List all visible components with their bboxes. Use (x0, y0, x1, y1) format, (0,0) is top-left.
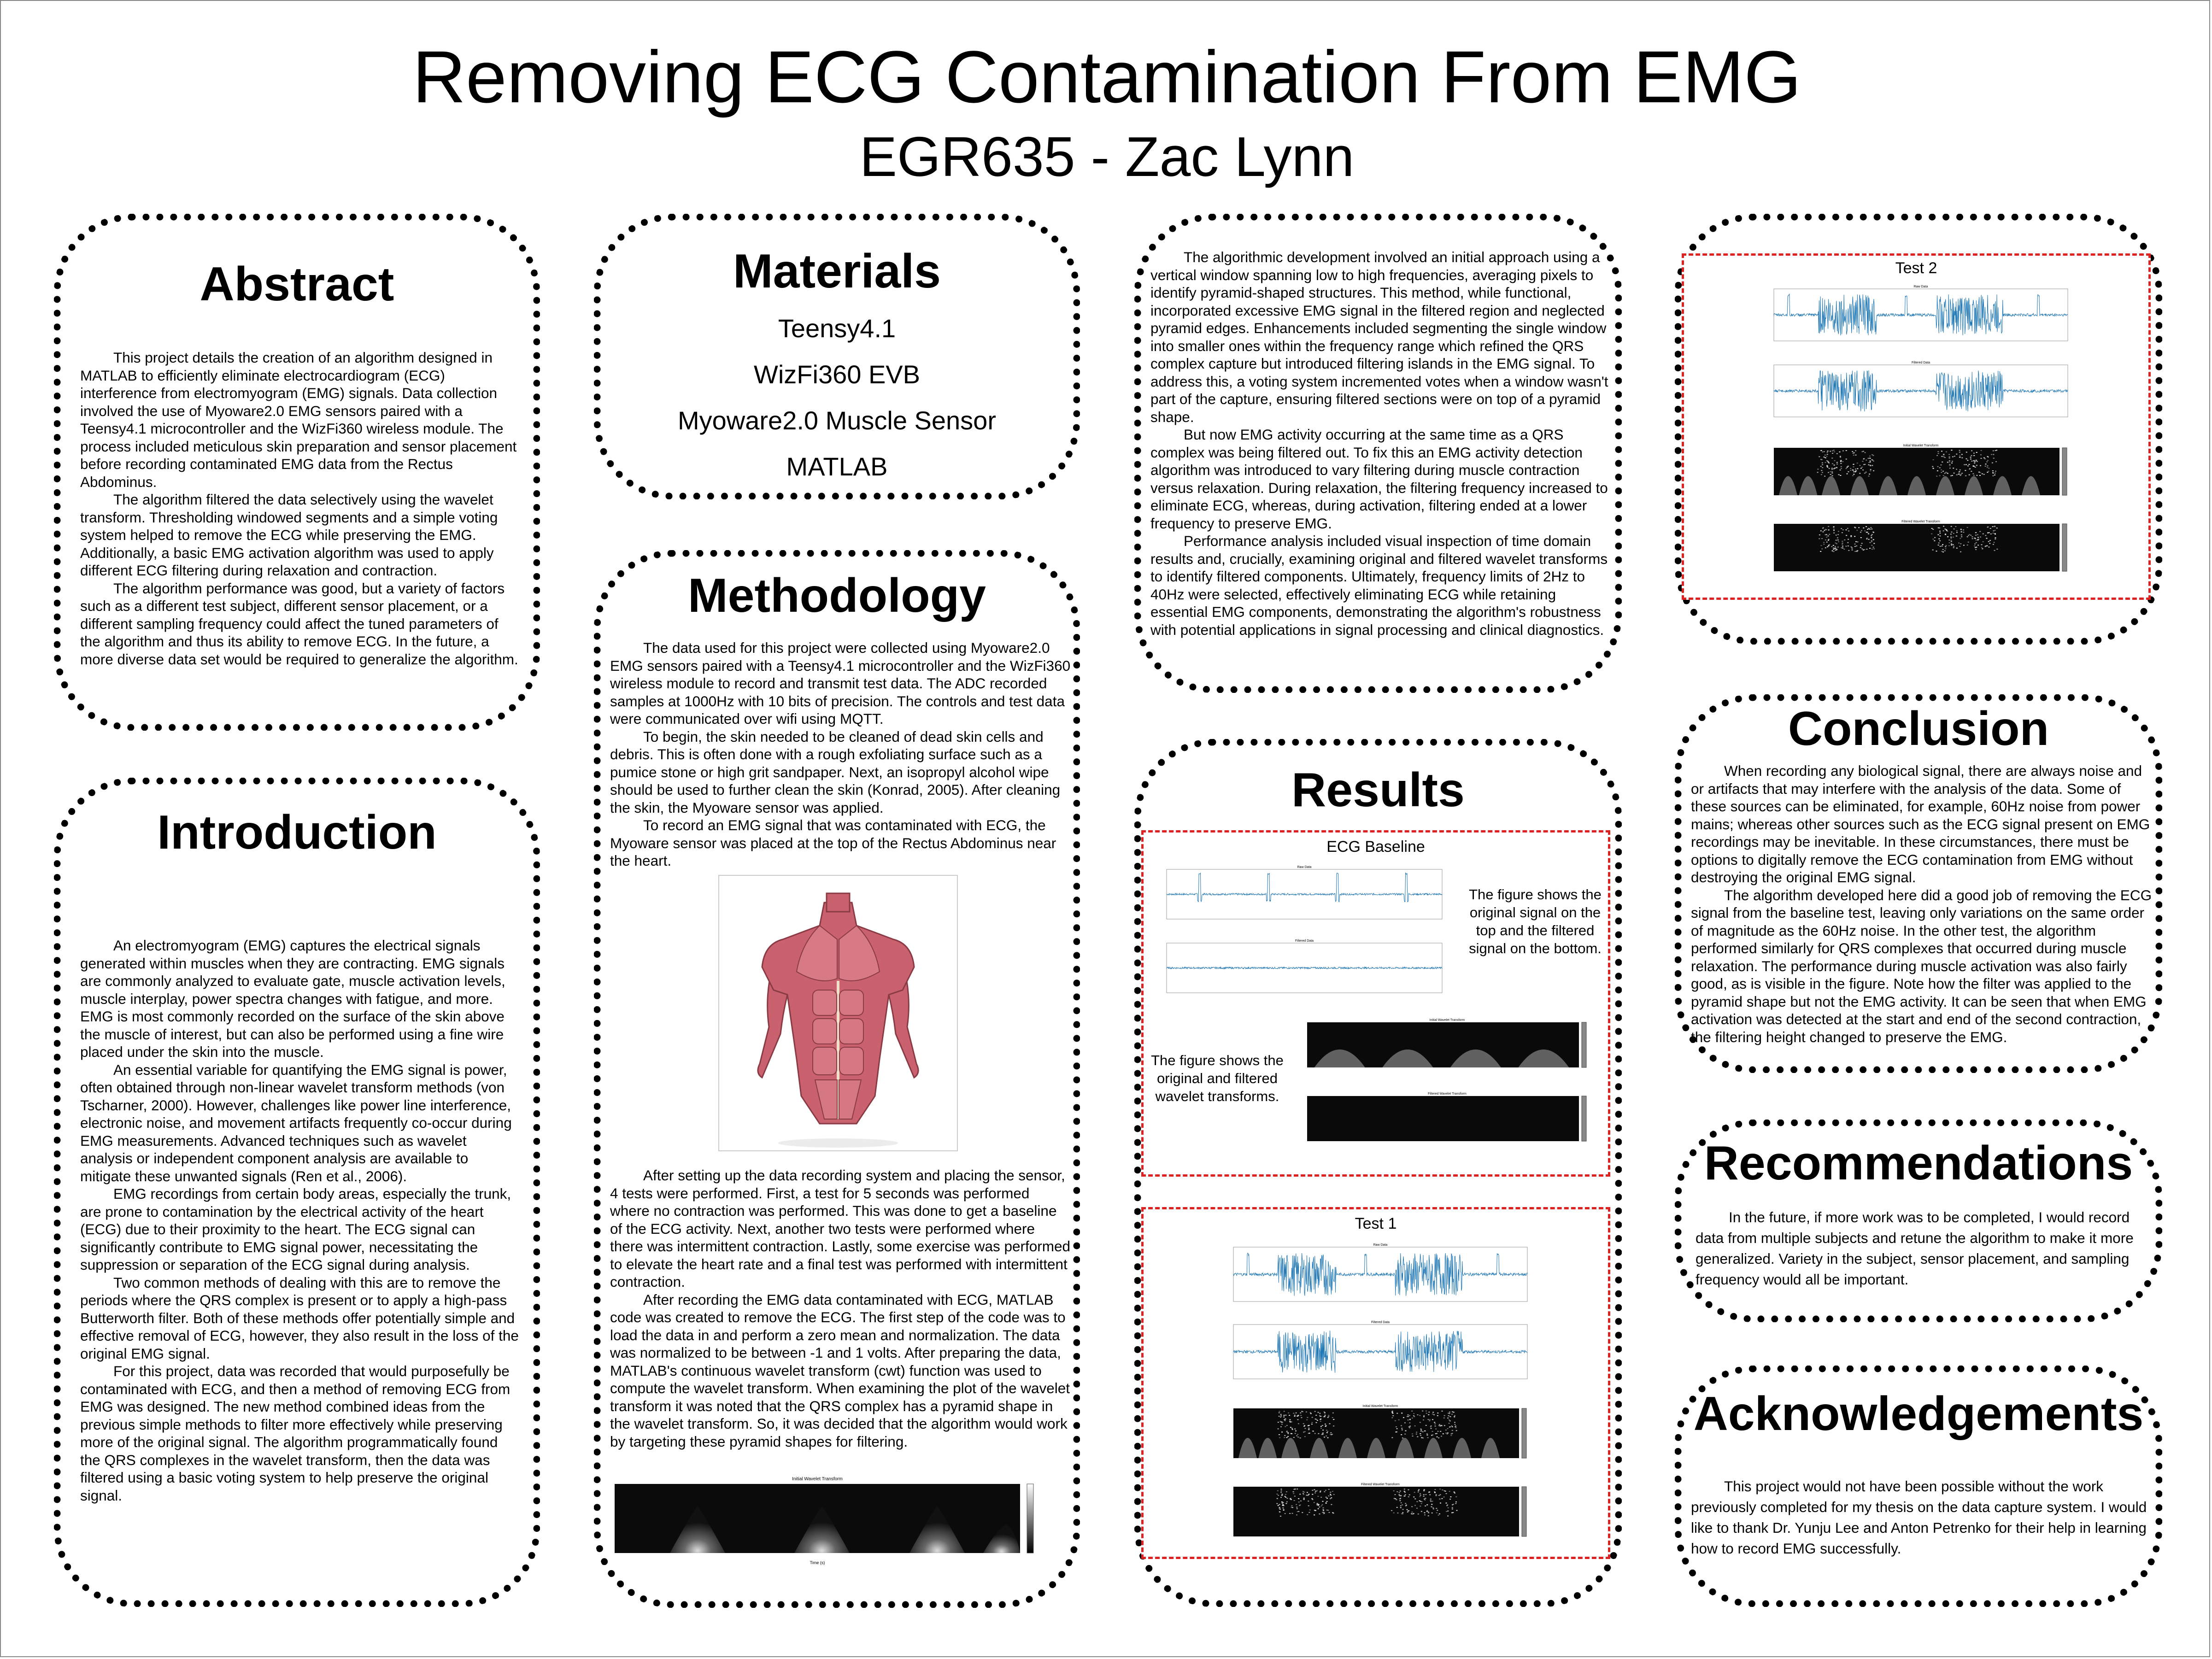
materials-heading: Materials (733, 245, 941, 298)
acknowledgements-panel (1675, 1366, 2162, 1607)
methodology-panel (594, 550, 1080, 1608)
introduction-heading: Introduction (157, 806, 437, 859)
methodology-wavelet-figure (615, 1474, 1066, 1566)
materials-list (601, 314, 1073, 481)
development-panel (1134, 214, 1622, 693)
development-paragraph: Performance analysis included visual inspection of time domain results and, crucially, examining original and filtered wavelet transforms to identify filtered components. Ultimately, frequency limits of 2Hz to 40Hz were selected, effectively eliminating ECG while retaining essential EMG components, demonstrating the algorithm's robustness with potential applications in signal processing and clinical diagnostics. (1150, 533, 1608, 638)
acknowledgements-text (1691, 1476, 2156, 1559)
introduction-text (80, 937, 520, 1504)
test1-initial-wavelet (1220, 1403, 1533, 1467)
materials-item: MATLAB (786, 452, 888, 481)
test2-title: Test 2 (1895, 259, 1937, 277)
acknowledgements-paragraph: This project would not have been possible without the work previously completed for my thesis on the data capture system. I would like to thank Dr. Yunju Lee and Anton Petrenko for their help in learning how to record EMG successfully. (1691, 1478, 2147, 1557)
poster-title: Removing ECG Contamination From EMG (412, 35, 1801, 118)
abstract-paragraph: The algorithm performance was good, but a variety of factors such as a different test subject, different sensor placement, or a different sampling frequency could affect the tuned parameters of the algorithm and thus its ability to remove ECG. In the future, a more diverse data set would be required to generalize the algorithm. (80, 580, 518, 668)
introduction-panel (54, 778, 540, 1607)
conclusion-heading: Conclusion (1788, 702, 2049, 756)
svg-text:Filtered Data: Filtered Data (1295, 939, 1314, 943)
development-paragraph: The algorithmic development involved an initial approach using a vertical window spanning low to high frequencies, averaging pixels to identify pyramid-shaped structures. This method, while functional, incorporated excessive EMG signal in the filtered region and neglected pyramid edges. Enhancements included segmenting the single window into smaller ones within the frequency range which refined the QRS complex capture but introduced filtering islands in the EMG signal. To address this, a voting system incremented votes when a window wasn't part of the capture, ensuring filtered sections were on top of a pyramid shape. (1150, 249, 1608, 425)
muscle-anatomy-image (718, 875, 958, 1151)
methodology-paragraph: After recording the EMG data contaminated with ECG, MATLAB code was created to remove the ECG. The first step of the code was to load the data in and perform a zero mean and normalization. The data was normalized to be between -1 and 1 volts. After preparing the data, MATLAB's continuous wavelet transform (cwt) function was used to compute the wavelet transform. When examining the plot of the wavelet transform it was noted that the QRS complex has a pyramid shape in the wavelet transform. So, it was decided that the algorithm would work by targeting these pyramid shapes for filtering. (610, 1291, 1070, 1450)
recommendations-panel (1675, 1120, 2162, 1322)
methodology-text-top (610, 639, 1071, 870)
baseline-raw-plot (1153, 864, 1448, 928)
ecg-baseline-title: ECG Baseline (1326, 838, 1425, 856)
test1-figure (1141, 1207, 1610, 1559)
test2-figure (1682, 253, 2151, 600)
abstract-paragraph: This project details the creation of an algorithm designed in MATLAB to efficiently eliminate electrocardiogram (ECG) interference from electromyogram (EMG) signals. Data collection involved the use of Myoware2.0 EMG sensors paired with a Teensy4.1 microcontroller and the WizFi360 wireless module. The process included meticulous skin preparation and sensor placement before recording contaminated EMG data from the Rectus Abdominus. (80, 349, 517, 490)
introduction-paragraph: An electromyogram (EMG) captures the electrical signals generated within muscles when they are contracting. EMG signals are commonly analyzed to evaluate gate, muscle activation levels, muscle interplay, power spectra changes with fatigue, and more. EMG is most commonly recorded on the surface of the skin above the muscle of interest, but can also be performed using a fine wire placed under the skin into the muscle. (80, 937, 505, 1060)
methodology-paragraph: To record an EMG signal that was contaminated with ECG, the Myoware sensor was placed at the top of the Rectus Abdominus near the heart. (610, 817, 1056, 869)
abstract-heading: Abstract (199, 258, 394, 311)
baseline-wavelet-caption: The figure shows the original and filtered wavelet transforms. (1151, 1052, 1284, 1104)
baseline-filtered-plot (1153, 938, 1448, 1002)
introduction-paragraph: For this project, data was recorded that would purposefully be contaminated with ECG, and then a method of removing ECG from EMG was designed. The new method combined ideas from the previous simple methods to filter more effectively while preserving more of the original signal. The algorithm programmatically found the QRS complexes in the wavelet transform, then the data was filtered using a basic voting system to help preserve the original signal. (80, 1363, 510, 1504)
svg-text:Initial Wavelet Transform: Initial Wavelet Transform (1362, 1405, 1398, 1408)
introduction-paragraph: EMG recordings from certain body areas, especially the trunk, are prone to contamination by the electrical activity of the heart (ECG) due to their proximity to the heart. The ECG signal can significantly contribute to EMG signal power, necessitating the suppression or separation of the ECG signal during analysis. (80, 1185, 511, 1273)
svg-text:Filtered Wavelet Transform: Filtered Wavelet Transform (1428, 1092, 1467, 1096)
test2-filtered-plot (1760, 359, 2073, 426)
test1-filtered-wavelet (1220, 1481, 1533, 1546)
abstract-text (80, 349, 520, 668)
acknowledgements-heading: Acknowledgements (1693, 1387, 2144, 1441)
methodology-paragraph: After setting up the data recording system and placing the sensor, 4 tests were performed. First, a test for 5 seconds was performed where no contraction was performed. This was done to get a baseline of the ECG activity. Next, another two tests were performed where there was intermittent contraction. Lastly, some exercise was performed to elevate the heart rate and a final test was performed with intermittent contraction. (610, 1167, 1071, 1290)
svg-text:Filtered Data: Filtered Data (1371, 1321, 1390, 1324)
test2-filtered-wavelet (1760, 518, 2073, 580)
conclusion-paragraph: When recording any biological signal, there are always noise and or artifacts that may interfere with the analysis of the data. Some of these sources can be eliminated, for example, 60Hz noise from power mains; whereas other sources such as the ECG signal present on EMG recordings may be inevitable. In these circumstances, there must be options to digitally remove the ECG contamination from EMG without destroying the original EMG signal. (1691, 762, 2150, 885)
svg-text:Raw Data: Raw Data (1373, 1243, 1388, 1247)
svg-text:Filtered Data: Filtered Data (1911, 361, 1930, 364)
recommendations-text (1696, 1207, 2152, 1290)
wavelet-plot-title: Initial Wavelet Transform (792, 1477, 843, 1482)
materials-item: Myoware2.0 Muscle Sensor (678, 406, 996, 435)
conclusion-panel (1675, 694, 2162, 1073)
recommendations-heading: Recommendations (1704, 1137, 2133, 1190)
svg-text:Filtered Wavelet Transform: Filtered Wavelet Transform (1361, 1483, 1400, 1486)
svg-text:Initial Wavelet Transform: Initial Wavelet Transform (1429, 1019, 1465, 1022)
poster-subtitle: EGR635 - Zac Lynn (859, 125, 1355, 188)
development-text (1150, 248, 1616, 639)
materials-item: Teensy4.1 (778, 314, 896, 343)
methodology-text-bottom (610, 1167, 1071, 1450)
ecg-baseline-figure (1141, 830, 1610, 1177)
development-paragraph: But now EMG activity occurring at the same time as a QRS complex was being filtered out. To fix this an EMG activity detection algorithm was introduced to vary filtering during muscle contraction versus relaxation. During relaxation, the filtering frequency increased to eliminate ECG, whereas, during activation, filtering ended at a lower frequency to preserve EMG. (1150, 426, 1608, 532)
baseline-signal-caption: The figure shows the original signal on the top and the filtered signal on the bottom. (1469, 886, 1602, 956)
methodology-heading: Methodology (687, 569, 986, 622)
baseline-initial-wavelet (1293, 1017, 1593, 1077)
test1-raw-plot (1220, 1242, 1533, 1311)
abstract-panel (54, 214, 540, 731)
methodology-paragraph: To begin, the skin needed to be cleaned of dead skin cells and debris. This is often done with a rough exfoliating surface such as a pumice stone or high grit sandpaper. Next, an isopropyl alcohol wipe should be used to further clean the skin (Konrad, 2005). After cleaning the skin, the Myoware sensor was applied. (610, 728, 1061, 816)
introduction-paragraph: An essential variable for quantifying the EMG signal is power, often obtained through non-linear wavelet transform methods (von Tscharner, 2000). However, challenges like power line interference, electronic noise, and movement artifacts frequently co-occur during EMG measurements. Advanced techniques such as wavelet analysis or independent component analysis are available to mitigate these unwanted signals (Ren et al., 2006). (80, 1061, 512, 1184)
svg-text:Raw Data: Raw Data (1913, 285, 1928, 288)
methodology-paragraph: The data used for this project were collected using Myoware2.0 EMG sensors paired with a Teensy4.1 microcontroller and the WizFi360 wireless module to record and transmit test data. The ADC recorded samples at 1000Hz with 10 bits of precision. The controls and test data were communicated over wifi using MQTT. (610, 639, 1071, 727)
materials-item: WizFi360 EVB (754, 360, 920, 389)
recommendations-paragraph: In the future, if more work was to be completed, I would record data from multiple subjects and retune the algorithm to make it more generalized. Variety in the subject, sensor placement, and sampling frequency would all be important. (1696, 1209, 2134, 1288)
wavelet-plot-xlabel: Time (s) (810, 1560, 825, 1565)
svg-text:Raw Data: Raw Data (1297, 866, 1312, 869)
svg-text:Initial Wavelet Transform: Initial Wavelet Transform (1903, 444, 1939, 447)
introduction-paragraph: Two common methods of dealing with this are to remove the periods where the QRS complex is present or to apply a high-pass Butterworth filter. Both of these methods offer potentially simple and effective removal of ECG, however, they also result in the loss of the original EMG signal. (80, 1274, 519, 1362)
materials-panel (594, 214, 1080, 499)
conclusion-text (1691, 762, 2156, 1046)
test2-initial-wavelet (1760, 442, 2073, 504)
test1-title: Test 1 (1355, 1215, 1397, 1232)
test1-filtered-plot (1220, 1319, 1533, 1388)
results-heading: Results (1291, 763, 1465, 817)
conclusion-paragraph: The algorithm developed here did a good job of removing the ECG signal from the baseline test, leaving only variations on the same order of magnitude as the 60Hz noise. In the other test, the algorithm performed similarly for QRS complexes that occurred during muscle relaxation. The performance during muscle activation was also fairly good, as is visible in the figure. Note how the filter was applied to the pyramid shape but not the EMG activity. It can be seen that when EMG activation was detected at the start and end of the second contraction, the filtering height changed to preserve the EMG. (1691, 886, 2152, 1045)
abstract-paragraph: The algorithm filtered the data selectively using the wavelet transform. Thresholding windowed segments and a simple voting system helped to remove the ECG while preserving the EMG. Additionally, a basic EMG activation algorithm was used to apply different ECG filtering during relaxation and contraction. (80, 491, 498, 579)
svg-text:Filtered Wavelet Transform: Filtered Wavelet Transform (1901, 520, 1940, 523)
test2-raw-plot (1760, 283, 2073, 350)
baseline-filtered-wavelet (1293, 1090, 1593, 1150)
